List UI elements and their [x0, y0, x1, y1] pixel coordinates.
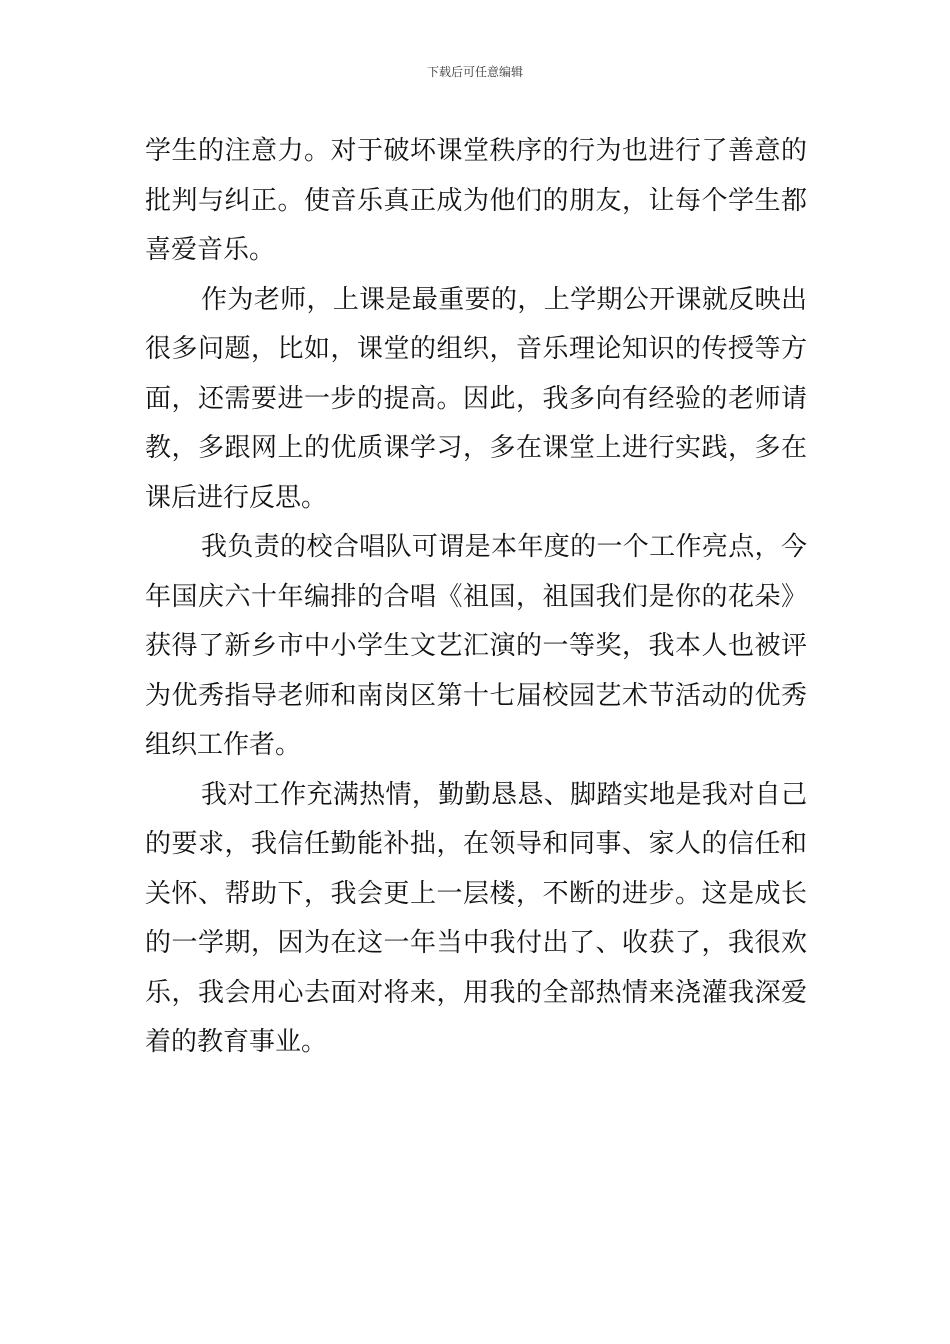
- text-line: 着的教育事业。: [145, 1027, 328, 1057]
- paragraph-4: [145, 771, 807, 1068]
- text-line: 面，还需要进一步的提高。因此，我多向有经验的老师请: [145, 383, 807, 414]
- text-line: 教，多跟网上的优质课学习，多在课堂上进行实践，多在: [145, 433, 807, 463]
- text-line: 关怀、帮助下，我会更上一层楼，不断的进步。这是成长: [145, 878, 807, 909]
- text-line: 乐，我会用心去面对将来，用我的全部热情来浇灌我深爱: [145, 977, 807, 1008]
- paragraph-1: [145, 127, 807, 276]
- text-line: 作为老师，上课是最重要的，上学期公开课就反映出: [201, 284, 807, 315]
- text-line: 批判与纠正。使音乐真正成为他们的朋友，让每个学生都: [145, 185, 807, 216]
- paragraph-2: [145, 276, 807, 524]
- text-line: 课后进行反思。: [145, 482, 328, 513]
- text-line: 的要求，我信任勤能补拙，在领导和同事、家人的信任和: [145, 829, 807, 859]
- paragraph-3: [145, 523, 807, 771]
- text-line: 我负责的校合唱队可谓是本年度的一个工作亮点，今: [201, 532, 807, 562]
- text-line: 我对工作充满热情，勤勤恳恳、脚踏实地是我对自己: [201, 779, 807, 810]
- text-line: 喜爱音乐。: [145, 235, 276, 265]
- text-line: 为优秀指导老师和南岗区第十七届校园艺术节活动的优秀: [145, 680, 807, 711]
- text-line: 获得了新乡市中小学生文艺汇演的一等奖，我本人也被评: [145, 631, 807, 661]
- text-line: 的一学期，因为在这一年当中我付出了、收获了，我很欢: [145, 928, 807, 958]
- text-line: 很多问题，比如，课堂的组织，音乐理论知识的传授等方: [145, 334, 807, 364]
- text-line: 年国庆六十年编排的合唱《祖国，祖国我们是你的花朵》: [145, 581, 807, 612]
- text-line: 学生的注意力。对于破坏课堂秩序的行为也进行了善意的: [145, 136, 807, 166]
- text-line: 组织工作者。: [145, 730, 302, 760]
- document-body: [145, 127, 807, 1068]
- page-header-note: 下载后可任意编辑: [426, 65, 523, 79]
